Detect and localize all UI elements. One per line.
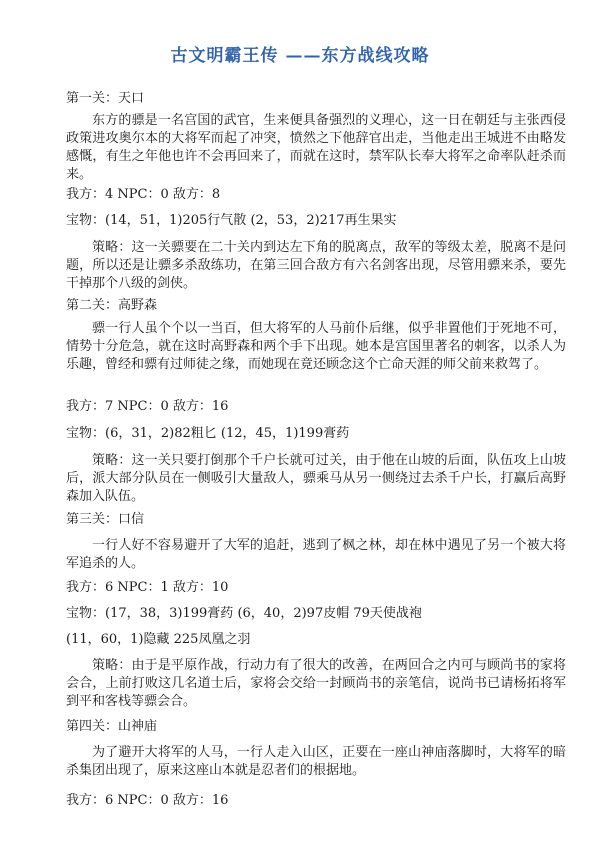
section-1-story: 东方的骠是一名宫国的武官，生来便具备强烈的义理心，这一日在朝廷与主张西侵政策进攻奥尔本的大将军而起了冲突，愤然之下他辞官出走，当他走出王城进不由略发感慨，有生之年他也许不会再回来了，而就在这时，禁军队长奉大将军之命率队赶杀而来。 — [66, 113, 566, 182]
section-4-stats: 我方：6 NPC：0 敌方：16 — [66, 793, 229, 808]
section-2-story: 骠一行人虽个个以一当百，但大将军的人马前仆后继，似乎非置他们于死地不可，情势十分危急，就在这时高野森和两个手下出现。她本是宫国里著名的刺客，以杀人为乐趣，曾经和骠有过师徒之缘，而她现在竟还顾念这个亡命天涯的师父前来救驾了。 — [66, 321, 566, 372]
section-4-heading: 第四关：山神庙 — [66, 719, 158, 734]
section-3-stats: 我方：6 NPC：1 敌方：10 — [66, 580, 229, 595]
section-3-heading: 第三关：口信 — [66, 512, 145, 527]
section-1-treasure: 宝物：(14，51，1)205行气散 (2，53，2)217再生果实 — [66, 213, 397, 228]
document-title: 古文明霸王传 ——东方战线攻略 — [170, 46, 430, 66]
section-3-treasure-1: 宝物：(17，38，3)199膏药 (6，40，2)97皮帽 79天使战袍 — [66, 606, 422, 621]
section-3-strategy: 策略：由于是平原作战，行动力有了很大的改善，在两回合之内可与顾尚书的家将会合，上前打败这几名道士后，家将会交给一封顾尚书的亲笔信，说尚书已请杨拓将军到平和客栈等骠会合。 — [66, 658, 566, 709]
section-1-heading: 第一关：天口 — [66, 91, 145, 106]
section-2-heading: 第二关：高野森 — [66, 298, 158, 313]
section-2-strategy: 策略：这一关只要打倒那个千户长就可过关，由于他在山坡的后面，队伍攻上山坡后，派大部分队员在一侧吸引大量敌人，骠乘马从另一侧绕过去杀千户长，打赢后高野森加入队伍。 — [66, 453, 566, 504]
section-2-stats: 我方：7 NPC：0 敌方：16 — [66, 399, 229, 414]
section-3-story: 一行人好不容易避开了大军的追赶，逃到了枫之林，却在林中遇见了另一个被大将军追杀的人。 — [66, 538, 566, 571]
section-1-stats: 我方：4 NPC：0 敌方：8 — [66, 187, 221, 202]
section-4-story: 为了避开大将军的人马，一行人走入山区，正要在一座山神庙落脚时，大将军的暗杀集团出现了，原来这座山本就是忍者们的根据地。 — [66, 745, 566, 778]
section-3-treasure-2: (11，60，1)隐藏 225凤凰之羽 — [66, 632, 251, 647]
section-2-treasure: 宝物：(6，31，2)82粗匕 (12，45，1)199膏药 — [66, 426, 350, 441]
section-1-strategy: 策略：这一关骠要在二十关内到达左下角的脱离点，敌军的等级太差，脱离不是问题，所以还是让骠多杀敌练功，在第三回合敌方有六名剑客出现，尽管用骠来杀，要先干掉那个八级的剑侠。 — [66, 240, 566, 291]
